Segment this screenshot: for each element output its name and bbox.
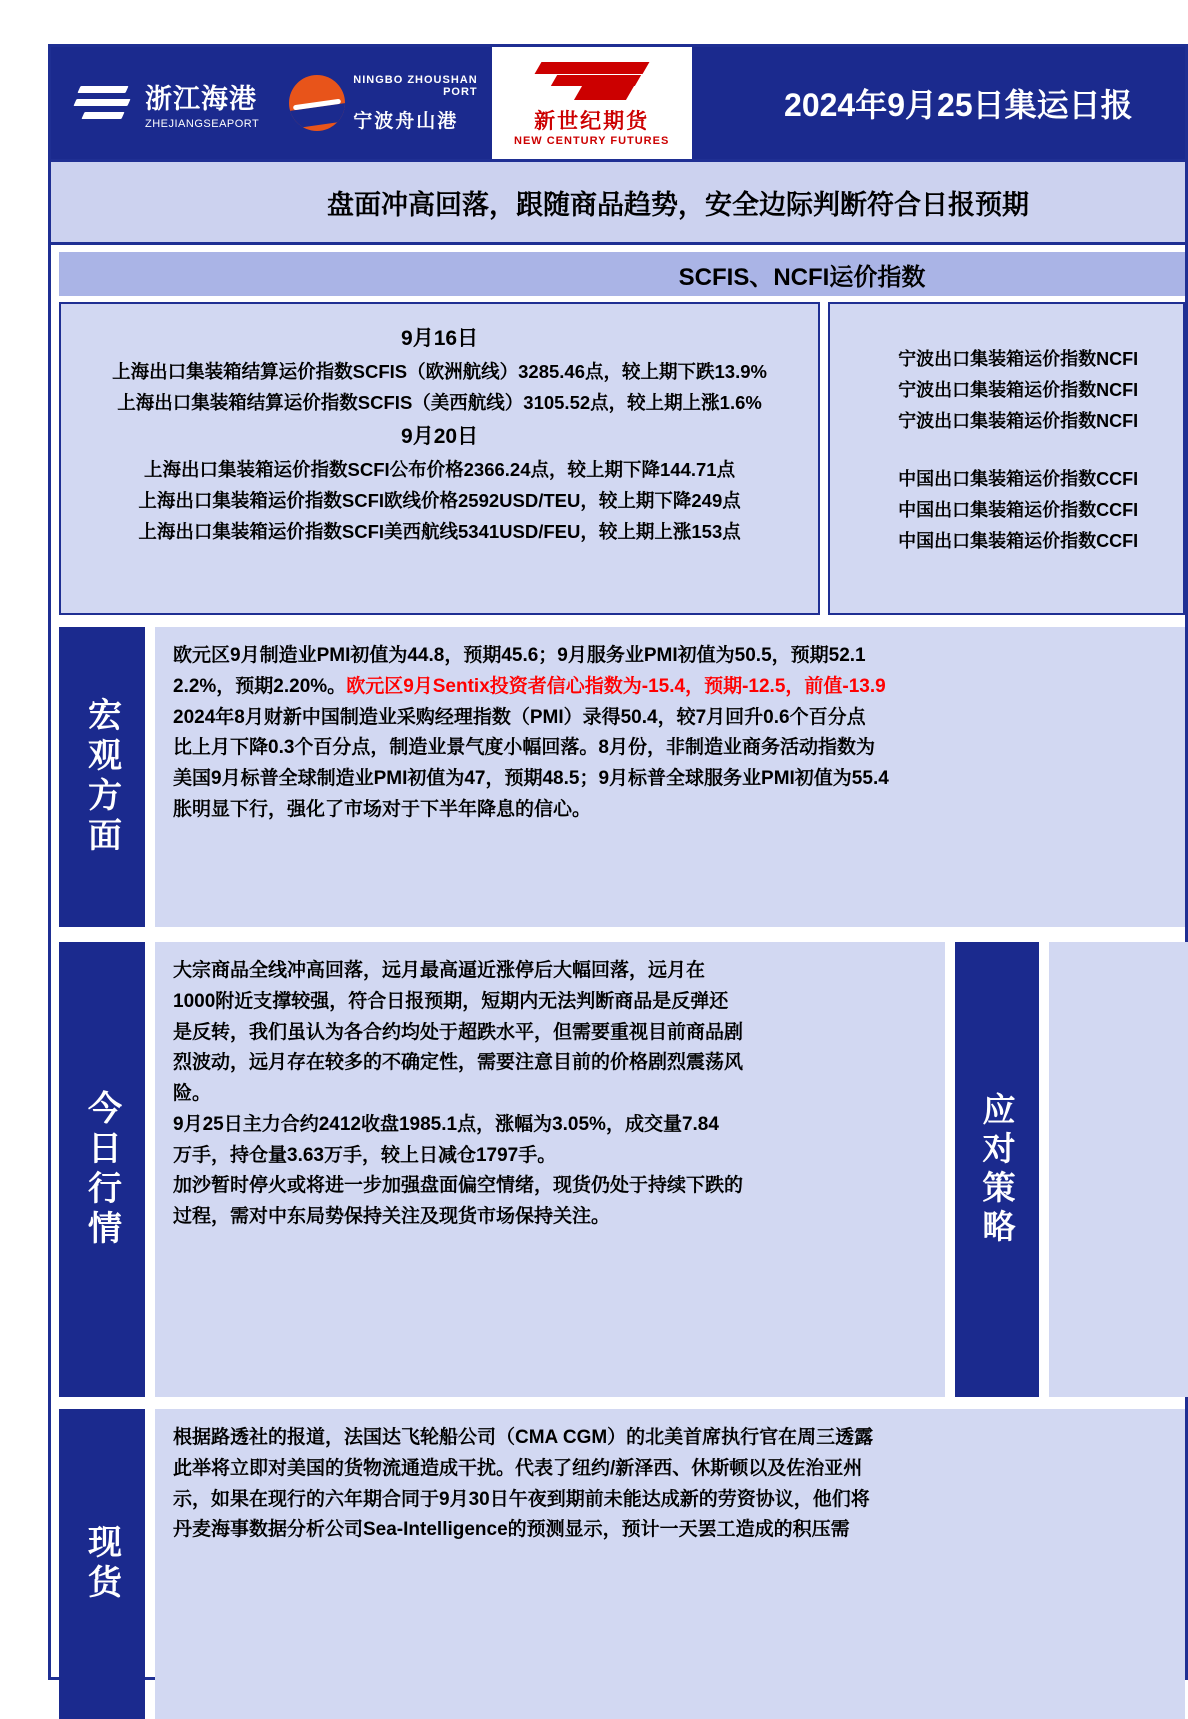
report-header (51, 47, 1185, 159)
today-market-label: 今日行情 (59, 942, 145, 1397)
ningbo-port-name-en2: PORT (443, 85, 478, 98)
scfis-uswest-line: 上海出口集装箱结算运价指数SCFIS（美西航线）3105.52点，较上期上涨1.6% (117, 392, 762, 413)
ningbo-port-name-en1: NINGBO ZHOUSHAN (353, 73, 478, 86)
ncfi-line-2: 宁波出口集装箱运价指数NCFI (898, 380, 1139, 400)
ccfi-line-3: 中国出口集装箱运价指数CCFI (898, 531, 1139, 551)
today-line-5: 险。 (173, 1083, 212, 1105)
today-line-4: 烈波动，远月存在较多的不确定性，需要注意目前的价格剧烈震荡风 (173, 1052, 744, 1074)
ningbo-port-name-cn: 宁波舟山港 (353, 110, 459, 132)
report-frame (48, 44, 1188, 1680)
macro-paragraph-4: 比上月下降0.3个百分点，制造业景气度小幅回落。8月份，非制造业商务活动指数为 (173, 737, 875, 759)
logo-group (51, 47, 692, 159)
macro-paragraph-2 (173, 672, 1167, 703)
sunrise-icon (289, 75, 345, 131)
strategy-label: 应对策略 (955, 942, 1039, 1397)
today-line-8: 加沙暂时停火或将进一步加强盘面偏空情绪，现货仍处于持续下跌的 (173, 1175, 744, 1197)
ccfi-line-2: 中国出口集装箱运价指数CCFI (898, 500, 1139, 520)
red-bird-icon (532, 60, 652, 104)
page-title: 2024年9月25日集运日报 (784, 87, 1133, 123)
zhejiang-seaport-logo (51, 77, 275, 130)
today-line-1: 大宗商品全线冲高回落，远月最高逼近涨停后大幅回落，远月在 (173, 960, 706, 981)
spot-section-label: 现货 (59, 1409, 145, 1719)
index-section-title (59, 252, 1185, 296)
macro-paragraph-3: 2024年8月财新中国制造业采购经理指数（PMI）录得50.4，较7月回升0.6个百分点 (173, 706, 866, 728)
scfis-scfi-panel (59, 302, 820, 615)
macro-paragraph-2-text: 2.2%，预期2.20%。 (173, 675, 347, 697)
macro-paragraph-6: 胀明显下行，强化了市场对于下半年降息的信心。 (173, 798, 592, 820)
zhejiang-seaport-name-en: ZHEJIANGSEAPORT (145, 117, 260, 130)
new-century-name-en: NEW CENTURY FUTURES (514, 134, 670, 147)
today-line-9: 过程，需对中东局势保持关注及现货市场保持关注。 (173, 1206, 611, 1228)
headline-banner (51, 159, 1185, 245)
spot-section-body (155, 1409, 1185, 1719)
index-panels (59, 302, 1185, 615)
spot-line-1: 根据路透社的报道，法国达飞轮船公司（CMA CGM）的北美首席执行官在周三透露 (173, 1427, 874, 1448)
macro-section-body (155, 627, 1185, 927)
today-line-7: 万手，持仓量3.63万手，较上日减仓1797手。 (173, 1144, 557, 1166)
scfi-uswest-line: 上海出口集装箱运价指数SCFI美西航线5341USD/FEU，较上期上涨153点 (138, 521, 741, 542)
ncfi-ccfi-panel (828, 302, 1185, 615)
today-line-2: 1000附近支撑较强，符合日报预期，短期内无法判断商品是反弹还 (173, 990, 729, 1012)
new-century-futures-logo (492, 47, 692, 159)
spot-section (59, 1409, 1185, 1719)
ccfi-line-1: 中国出口集装箱运价指数CCFI (898, 469, 1139, 489)
ncfi-line-3: 宁波出口集装箱运价指数NCFI (898, 411, 1139, 431)
strategy-body (1049, 942, 1188, 1397)
scfi-date: 9月20日 (401, 425, 479, 448)
macro-paragraph-1: 欧元区9月制造业PMI初值为44.8，预期45.6；9月服务业PMI初值为50.5，预期52.1 (173, 645, 866, 666)
today-market-body (155, 942, 945, 1397)
today-line-3: 是反转，我们虽认为各合约均处于超跌水平，但需要重视目前商品剧 (173, 1021, 744, 1043)
macro-paragraph-5: 美国9月标普全球制造业PMI初值为47，预期48.5；9月标普全球服务业PMI初值为55.4 (173, 768, 889, 790)
macro-section (59, 627, 1185, 927)
spot-line-4: 丹麦海事数据分析公司Sea-Intelligence的预测显示，预计一天罢工造成的积压需 (173, 1519, 850, 1541)
scfis-europe-line: 上海出口集装箱结算运价指数SCFIS（欧洲航线）3285.46点，较上期下跌13.9% (112, 361, 767, 382)
scfis-date: 9月16日 (401, 327, 479, 350)
macro-paragraph-2-highlight: 欧元区9月Sentix投资者信心指数为-15.4，预期-12.5，前值-13.9 (346, 675, 886, 697)
scfi-composite-line: 上海出口集装箱运价指数SCFI公布价格2366.24点，较上期下降144.71点 (144, 459, 736, 480)
scfi-europe-line: 上海出口集装箱运价指数SCFI欧线价格2592USD/TEU，较上期下降249点 (138, 490, 741, 511)
zhejiang-seaport-mark-icon (73, 80, 135, 126)
macro-section-label: 宏观方面 (59, 627, 145, 927)
headline-text: 盘面冲高回落，跟随商品趋势，安全边际判断符合日报预期 (327, 189, 1029, 220)
spot-line-3: 示，如果在现行的六年期合同于9月30日午夜到期前未能达成新的劳资协议，他们将 (173, 1488, 870, 1510)
new-century-name-cn: 新世纪期货 (534, 107, 650, 133)
today-market-section (59, 942, 1188, 1397)
ningbo-zhoushan-port-logo (275, 74, 491, 133)
spot-line-2: 此举将立即对美国的货物流通造成干扰。代表了纽约/新泽西、休斯顿以及佐治亚州 (173, 1457, 863, 1479)
today-line-6: 9月25日主力合约2412收盘1985.1点，涨幅为3.05%，成交量7.84 (173, 1113, 719, 1135)
index-section-title-text: SCFIS、NCFI运价指数 (678, 263, 926, 291)
zhejiang-seaport-name-cn: 浙江海港 (145, 83, 257, 114)
ncfi-line-1: 宁波出口集装箱运价指数NCFI (898, 349, 1139, 369)
